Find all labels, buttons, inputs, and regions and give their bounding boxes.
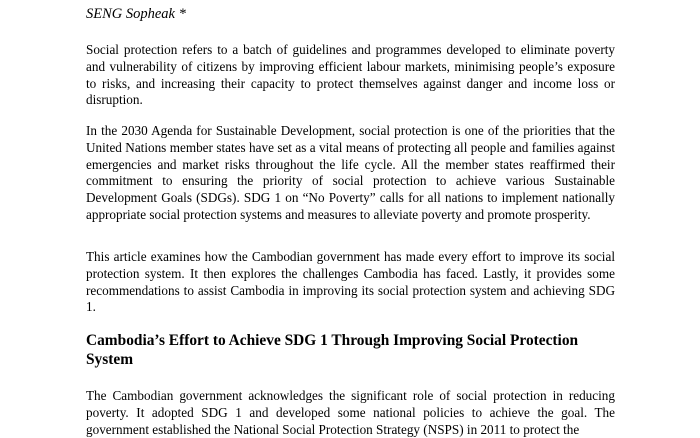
paragraph-article-overview: This article examines how the Cambodian government has made every effort to improve its social protection system. It then explores the challenges Cambodia has faced. Lastly, it provides some recommendations to assist Cambodia in improving its social protection system and achieving SDG 1. bbox=[86, 249, 615, 315]
paragraph-section-intro: The Cambodian government acknowledges the significant role of social protection in reducing poverty. It adopted SDG 1 and developed some national policies to achieve the goal. The government established the National Social Protection Strategy (NSPS) in 2011 to protect the bbox=[86, 388, 615, 437]
paragraph-agenda-2030: In the 2030 Agenda for Sustainable Development, social protection is one of the priorities that the United Nations member states have set as a vital means of protecting all people and families against emergencies and market risks throughout the life cycle. All the member states reaffirmed their commitment to ensuring the priority of social protection to achieve various Sustainable Development Goals (SDGs). SDG 1 on “No Poverty” calls for all nations to implement nationally appropriate social protection systems and measures to alleviate poverty and promote prosperity. bbox=[86, 123, 615, 222]
paragraph-definition: Social protection refers to a batch of guidelines and programmes developed to eliminate poverty and vulnerability of citizens by improving efficient labour markets, minimising people’s exposure to risks, and increasing their capacity to protect themselves against danger and income loss or disruption. bbox=[86, 42, 615, 108]
author-name: SENG Sopheak * bbox=[86, 6, 186, 22]
section-heading: Cambodia’s Effort to Achieve SDG 1 Through Improving Social Protection System bbox=[86, 332, 579, 368]
